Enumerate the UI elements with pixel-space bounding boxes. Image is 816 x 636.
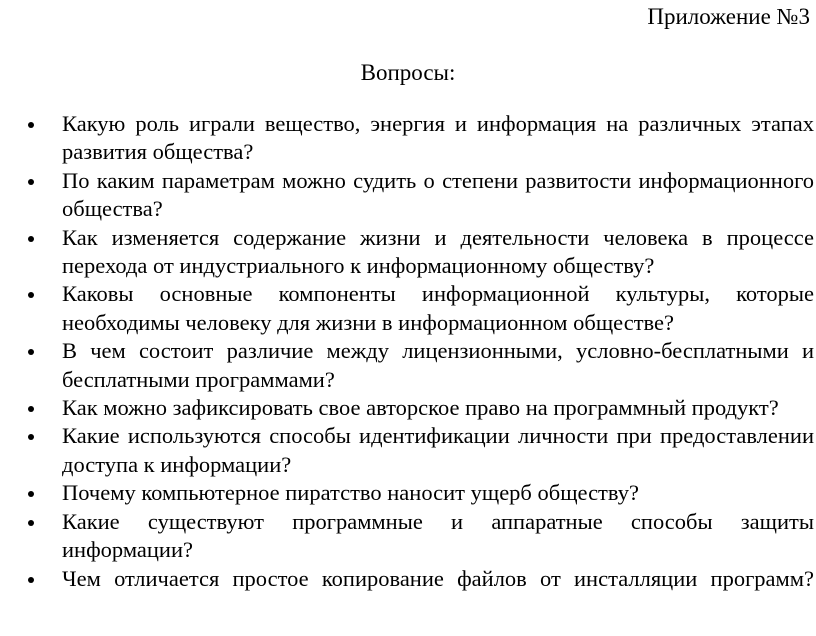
- question-text: Какие существуют программные и аппаратные способы защиты информации?: [62, 508, 814, 563]
- question-item: [0, 337, 816, 394]
- question-text: Почему компьютерное пиратство наносит ущерб обществу?: [62, 480, 639, 506]
- bullet-icon: [28, 236, 34, 242]
- question-text: Какую роль играли вещество, энергия и информация на различных этапах развития общества?: [62, 111, 814, 165]
- question-item: [0, 565, 816, 593]
- bullet-icon: [28, 349, 34, 355]
- bullet-icon: [28, 434, 34, 440]
- question-text: Каковы основные компоненты информационной культуры, которые необходимы человеку для жизни в информационном обществе?: [62, 281, 814, 335]
- question-item: [0, 167, 816, 224]
- bullet-icon: [28, 292, 34, 298]
- question-item: [0, 224, 816, 281]
- appendix-label: Приложение №3: [647, 4, 810, 29]
- question-text: Как можно зафиксировать свое авторское право на программный продукт?: [62, 395, 779, 421]
- question-text: Как изменяется содержание жизни и деятельности человека в процессе перехода от индустриального к информационному обществу?: [62, 224, 814, 279]
- question-text: Какие используются способы идентификации личности при предоставлении доступа к информации?: [62, 423, 814, 477]
- bullet-icon: [28, 577, 34, 583]
- bullet-icon: [28, 491, 34, 497]
- questions-list: [0, 110, 816, 593]
- bullet-icon: [28, 179, 34, 185]
- bullet-icon: [28, 122, 34, 128]
- bullet-icon: [28, 520, 34, 526]
- question-item: [0, 422, 816, 479]
- bullet-icon: [28, 406, 34, 412]
- question-item: [0, 280, 816, 337]
- question-item: [0, 394, 816, 422]
- question-item: [0, 508, 816, 565]
- questions-heading: Вопросы:: [360, 60, 456, 85]
- question-item: [0, 479, 816, 507]
- question-text: Чем отличается простое копирование файлов от инсталляции программ?: [62, 565, 814, 591]
- question-item: [0, 110, 816, 167]
- question-text: По каким параметрам можно судить о степени развитости информационного общества?: [62, 167, 814, 222]
- question-text: В чем состоит различие между лицензионными, условно-бесплатными и бесплатными программами?: [62, 338, 814, 392]
